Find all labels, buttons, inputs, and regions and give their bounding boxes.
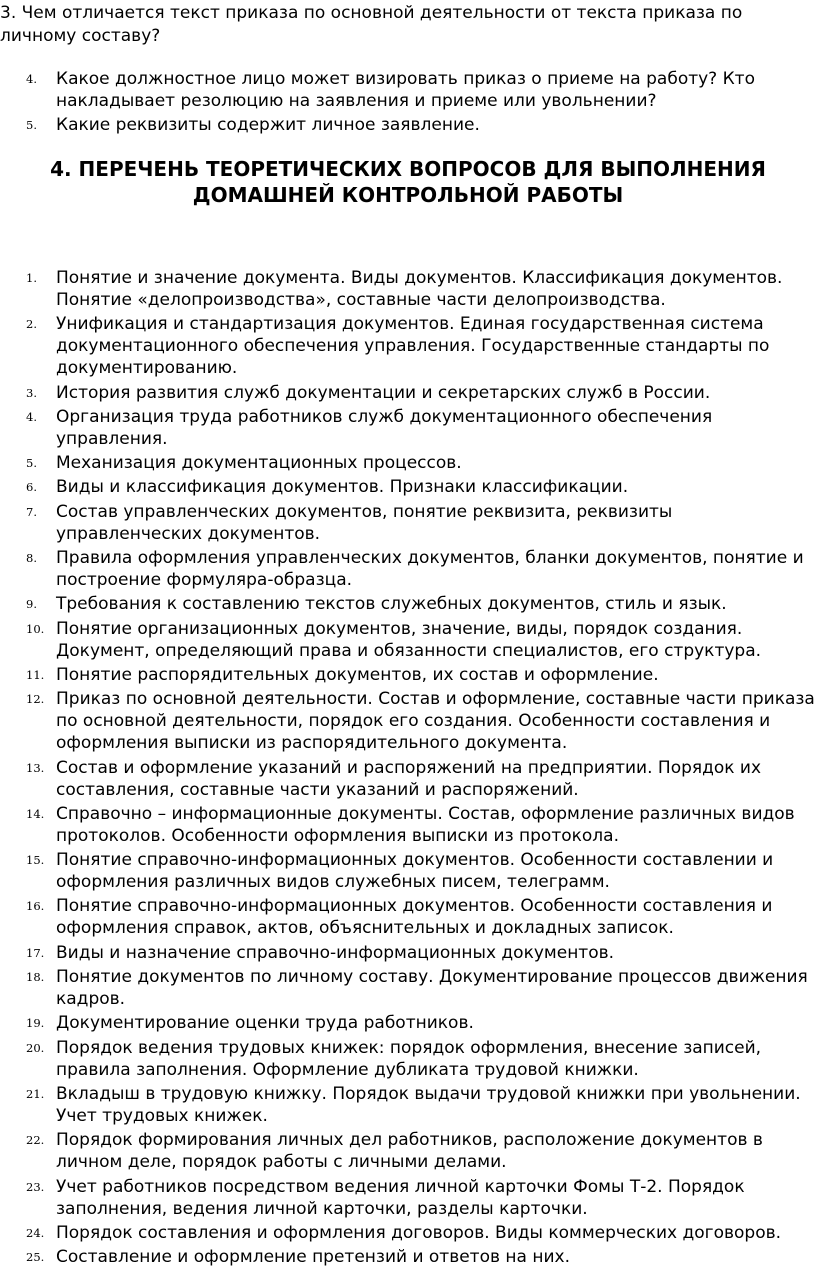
item-text: Виды и назначение справочно-информационных документов. bbox=[56, 942, 615, 963]
list-item bbox=[0, 895, 816, 939]
list-item bbox=[0, 803, 816, 847]
item-number: 15. bbox=[26, 853, 45, 868]
item-text: Понятие справочно-информационных документов. Особенности составления и оформления справок, актов, объяснительных и докладных записок. bbox=[56, 896, 773, 939]
item-number: 10. bbox=[26, 621, 45, 636]
item-number: 17. bbox=[26, 945, 45, 960]
list-item bbox=[0, 688, 816, 754]
item-number: 14. bbox=[26, 806, 45, 821]
list-item bbox=[0, 1012, 816, 1034]
item-text: Приказ по основной деятельности. Состав и оформление, составные части приказа по основной деятельности, порядок его создания. Особенности составления и оформления выписки из распорядительного документа. bbox=[56, 689, 815, 754]
item-number: 18. bbox=[26, 970, 45, 985]
item-text: Какие реквизиты содержит личное заявление. bbox=[56, 115, 480, 135]
list-item bbox=[0, 547, 816, 591]
item-number: 19. bbox=[26, 1016, 45, 1031]
item-number: 2. bbox=[26, 317, 37, 332]
list-item bbox=[0, 593, 816, 615]
item-text: Правила оформления управленческих документов, бланки документов, понятие и построение формуляра-образца. bbox=[56, 548, 804, 591]
item-number: 3. bbox=[26, 385, 37, 400]
list-item bbox=[0, 382, 816, 404]
item-text: Понятие организационных документов, значение, виды, порядок создания. Документ, определяющий права и обязанности специалистов, его структура. bbox=[56, 618, 762, 661]
item-text: Какое должностное лицо может визировать приказ о приеме на работу? Кто накладывает резолюцию на заявления и приеме или увольнении? bbox=[56, 69, 755, 111]
list-item bbox=[0, 942, 816, 964]
item-text: Виды и классификация документов. Признаки классификации. bbox=[56, 477, 629, 498]
item-number: 8. bbox=[26, 551, 37, 566]
item-text: Составление и оформление претензий и ответов на них. bbox=[56, 1247, 570, 1268]
item-number: 13. bbox=[26, 760, 45, 775]
item-number: 9. bbox=[26, 597, 37, 612]
list-item bbox=[0, 757, 816, 801]
item-text: Учет работников посредством ведения личной карточки Фомы Т-2. Порядок заполнения, ведения личной карточки, разделы карточки. bbox=[56, 1176, 745, 1219]
list-item bbox=[0, 618, 816, 662]
item-number: 23. bbox=[26, 1179, 45, 1194]
item-text: Вкладыш в трудовую книжку. Порядок выдачи трудовой книжки при увольнении. Учет трудовых книжек. bbox=[56, 1083, 801, 1126]
item-text: Понятие распорядительных документов, их состав и оформление. bbox=[56, 664, 659, 685]
item-number: 11. bbox=[26, 667, 45, 682]
item-text: История развития служб документации и секретарских служб в России. bbox=[56, 382, 711, 403]
list-item bbox=[0, 114, 816, 136]
list-item bbox=[0, 849, 816, 893]
item-text: Состав управленческих документов, понятие реквизита, реквизиты управленческих документов. bbox=[56, 501, 673, 544]
item-text: Состав и оформление указаний и распоряжений на предприятии. Порядок их составления, составные части указаний и распоряжений. bbox=[56, 757, 762, 800]
item-number: 4. bbox=[26, 409, 37, 424]
list-item bbox=[0, 267, 816, 311]
item-text: Справочно – информационные документы. Состав, оформление различных видов протоколов. Особенности оформления выписки из протокола. bbox=[56, 803, 795, 846]
section-heading: 4. ПЕРЕЧЕНЬ ТЕОРЕТИЧЕСКИХ ВОПРОСОВ ДЛЯ ВЫПОЛНЕНИЯ ДОМАШНЕЙ КОНТРОЛЬНОЙ РАБОТЫ bbox=[50, 157, 766, 207]
control-questions-list bbox=[0, 68, 816, 136]
theory-questions-list bbox=[0, 267, 816, 1268]
item-text: Унификация и стандартизация документов. Единая государственная система документационного обеспечения управления. Государственные стандарты по документированию. bbox=[56, 314, 770, 379]
item-text: Порядок составления и оформления договоров. Виды коммерческих договоров. bbox=[56, 1222, 782, 1243]
item-number: 16. bbox=[26, 899, 45, 914]
list-item bbox=[0, 452, 816, 474]
item-number: 7. bbox=[26, 504, 37, 519]
item-text: Порядок ведения трудовых книжек: порядок оформления, внесение записей, правила заполнения. Оформление дубликата трудовой книжки. bbox=[56, 1037, 762, 1080]
item-text: Понятие документов по личному составу. Документирование процессов движения кадров. bbox=[56, 967, 808, 1010]
list-item bbox=[0, 406, 816, 450]
item-number: 12. bbox=[26, 692, 45, 707]
list-item bbox=[0, 1037, 816, 1081]
item-number: 5. bbox=[26, 118, 37, 132]
list-item bbox=[0, 68, 816, 112]
item-text: Понятие справочно-информационных документов. Особенности составлении и оформления различных видов служебных писем, телеграмм. bbox=[56, 850, 774, 893]
list-item bbox=[0, 1083, 816, 1127]
list-item bbox=[0, 1129, 816, 1173]
item-number: 24. bbox=[26, 1225, 45, 1240]
list-item bbox=[0, 501, 816, 545]
question-3-text: 3. Чем отличается текст приказа по основной деятельности от текста приказа по личному составу? bbox=[0, 3, 743, 46]
item-number: 5. bbox=[26, 456, 37, 471]
item-number: 25. bbox=[26, 1250, 45, 1265]
list-item bbox=[0, 966, 816, 1010]
item-number: 21. bbox=[26, 1086, 45, 1101]
item-number: 6. bbox=[26, 480, 37, 495]
list-item bbox=[0, 1222, 816, 1244]
item-number: 22. bbox=[26, 1133, 45, 1148]
item-text: Документирование оценки труда работников. bbox=[56, 1013, 474, 1034]
list-item bbox=[0, 664, 816, 686]
item-number: 4. bbox=[26, 72, 37, 86]
list-item bbox=[0, 1246, 816, 1268]
list-item bbox=[0, 476, 816, 498]
item-text: Порядок формирования личных дел работников, расположение документов в личном деле, порядок работы с личными делами. bbox=[56, 1130, 763, 1173]
item-text: Требования к составлению текстов служебных документов, стиль и язык. bbox=[56, 594, 727, 615]
item-text: Механизация документационных процессов. bbox=[56, 453, 462, 474]
list-item bbox=[0, 1176, 816, 1220]
item-text: Понятие и значение документа. Виды документов. Классификация документов. Понятие «делопроизводства», составные части делопроизводства. bbox=[56, 268, 783, 310]
list-item bbox=[0, 313, 816, 379]
item-number: 1. bbox=[26, 271, 37, 285]
item-number: 20. bbox=[26, 1040, 45, 1055]
item-text: Организация труда работников служб документационного обеспечения управления. bbox=[56, 406, 713, 449]
